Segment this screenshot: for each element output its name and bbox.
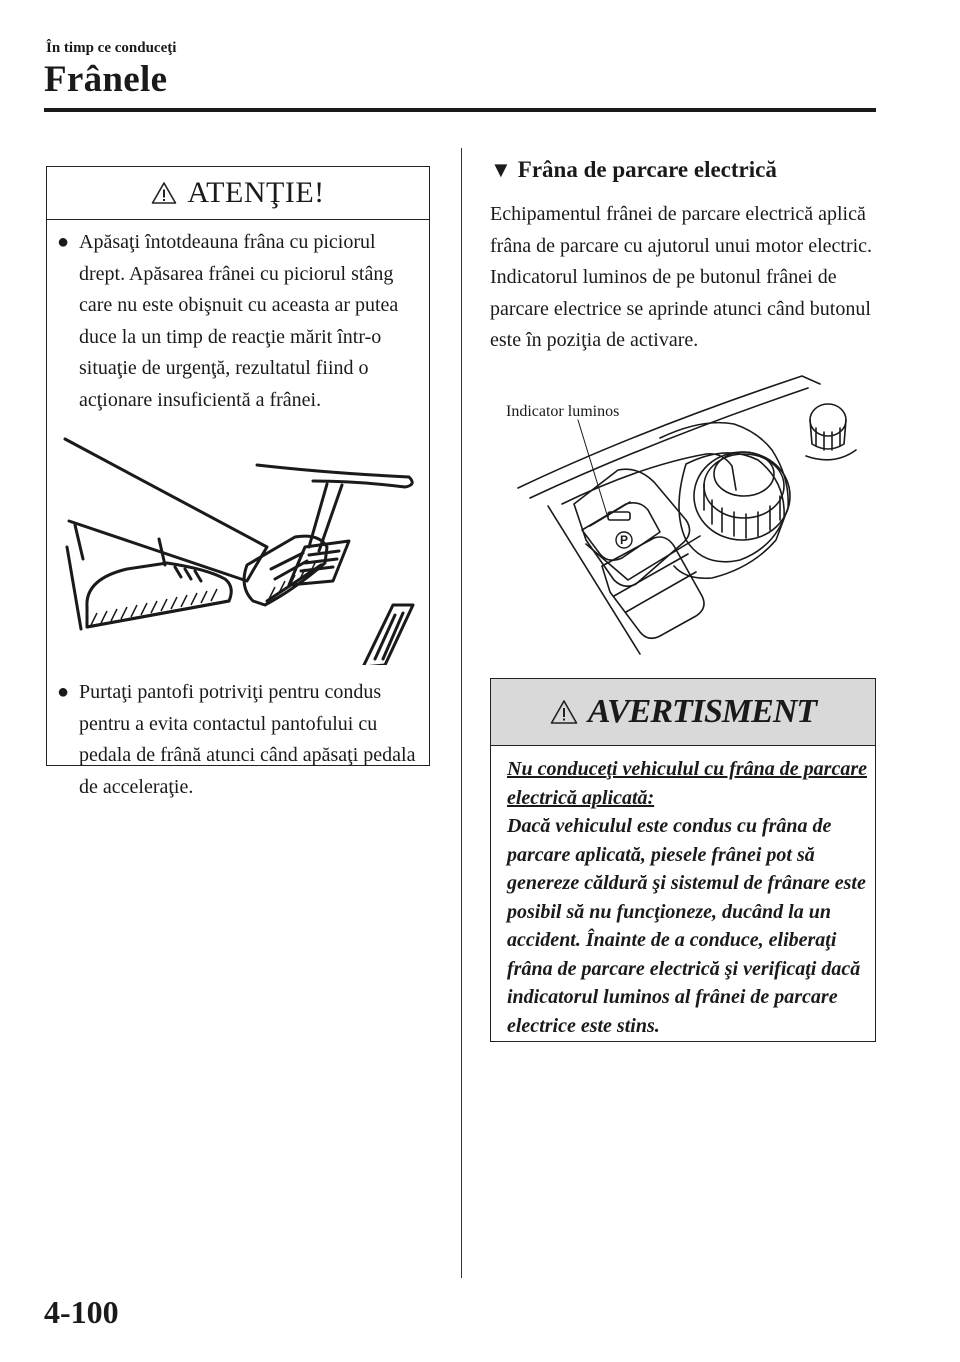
indicator-label: Indicator luminos	[506, 403, 620, 420]
section-body: Echipamentul frânei de parcare electrică aplică frâna de parcare cu ajutorul unui motor electric. Indicatorul luminos de pe butonul frânei de parcare electrice se aprinde atunci când butonul este în poziţia de activare.	[490, 203, 873, 352]
warning-box	[490, 678, 876, 1042]
caution-box	[46, 166, 430, 798]
heading-marker-icon: ▼	[490, 157, 512, 182]
bullet-dot: ●	[57, 681, 70, 703]
header-rule	[44, 108, 876, 112]
pedals-illustration	[57, 429, 419, 665]
section-heading	[490, 157, 777, 183]
page-number: 4-100	[44, 1294, 119, 1330]
caution-bullet-text: Purtaţi pantofi potriviţi pentru condus pentru a evita contactul pantofului cu pedala de frână atunci când apăsaţi pedala de acceleraţie.	[79, 681, 416, 798]
page-title: Frânele	[44, 59, 168, 100]
warning-triangle-icon	[550, 699, 578, 725]
warning-text	[507, 755, 867, 1040]
section-label: În timp ce conduceţi	[46, 40, 177, 56]
warning-title: AVERTISMENT	[587, 693, 817, 730]
caution-header	[47, 167, 429, 220]
warning-subhead: Nu conduceţi vehiculul cu frâna de parcare electrică aplicată:	[507, 758, 867, 809]
warning-triangle-icon	[151, 181, 177, 205]
section-heading-text: Frâna de parcare electrică	[517, 157, 777, 182]
caution-bullet	[57, 677, 427, 803]
caution-bullet	[57, 227, 417, 416]
warning-body: Dacă vehiculul este condus cu frâna de parcare aplicată, piesele frânei pot să genereze căldură şi sistemul de frânare este posibil să nu funcţioneze, ducând la un accident. Înainte de a conduce, eliberaţi frâna de parcare electrică şi verificaţi dacă indicatorul luminos al frânei de parcare electrice este stins.	[507, 815, 866, 1037]
warning-header	[491, 679, 875, 746]
column-divider	[461, 148, 462, 1278]
bullet-dot: ●	[57, 231, 70, 253]
caution-bullet-text: Apăsaţi întotdeauna frâna cu piciorul drept. Apăsarea frânei cu piciorul stâng care nu este obişnuit cu aceasta ar putea duce la un timp de reacţie mărit într-o situaţie de urgenţă, rezultatul fiind o acţionare insuficientă a frânei.	[79, 231, 399, 411]
parking-button-symbol: P	[619, 533, 629, 547]
caution-title: ATENŢIE!	[187, 176, 325, 209]
console-illustration	[490, 370, 876, 660]
